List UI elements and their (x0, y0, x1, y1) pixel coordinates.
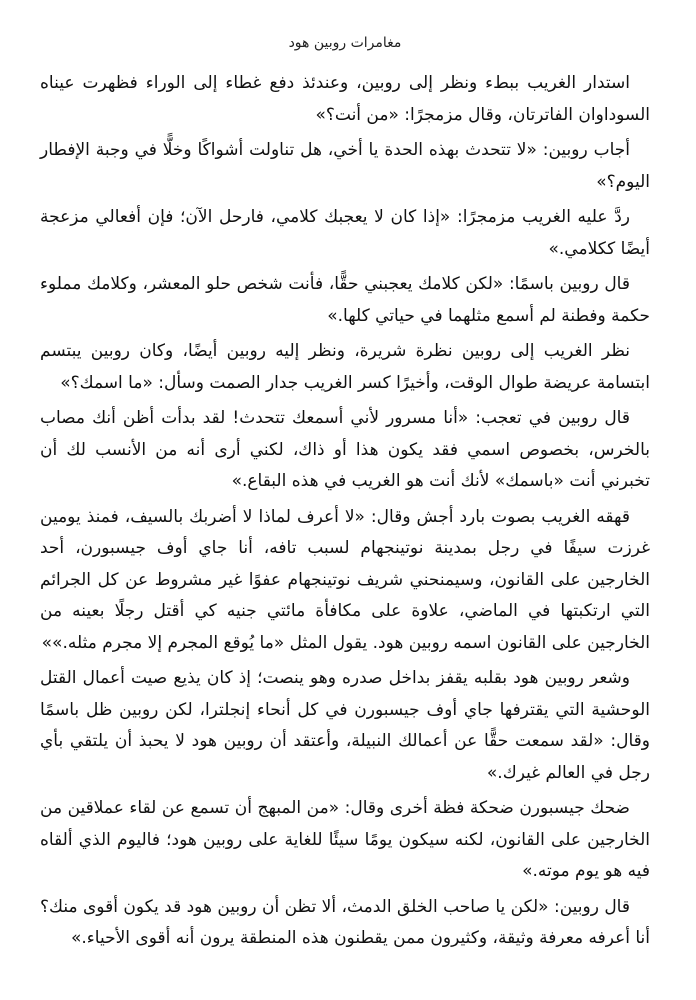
paragraph: قهقه الغريب بصوت بارد أجش وقال: «لا أعرف لماذا لا أضربك بالسيف، فمنذ يومين غرزت سيفًا في رجل بمدينة نوتينجهام لسبب تافه، أنا جاي أوف جيسبورن، أحد الخارجين على القانون، وسيمنحني شريف نوتينجهام عفوًا غير مشروط عن كل الجرائم التي ارتكبتها في الماضي، علاوة على مكافأة مائتي جنيه كي أقتل رجلًا بعينه من الخارجين على القانون اسمه روبين هود. يقول المثل «ما يُوقع المجرم إلا مجرم مثله.»» (40, 506, 650, 653)
paragraph: وشعر روبين هود بقلبه يقفز بداخل صدره وهو ينصت؛ إذ كان يذيع صيت أعمال القتل الوحشية التي يقترفها جاي أوف جيسبورن في كل أنحاء إنجلترا، لكن روبين ظل باسمًا وقال: «لقد سمعت حقًّا عن أعمالك النبيلة، وأعتقد أن روبين هود لا يحبذ أن يلتقي بأي رجل في العالم غيرك.» (40, 668, 650, 783)
paragraph: قال روبين في تعجب: «أنا مسرور لأني أسمعك تتحدث! لقد بدأت أظن أنك مصاب بالخرس، بخصوص اسمي فقد يكون هذا أو ذاك، لكني أرى أنه من الأنسب لك أن تخبرني أنت «باسمك» لأنك أنت هو الغريب في هذه البقاع.» (40, 408, 650, 491)
paragraph: ردَّ عليه الغريب مزمجرًا: «إذا كان لا يعجبك كلامي، فارحل الآن؛ فإن أفعالي مزعجة أيضًا ككلامي.» (40, 207, 650, 259)
paragraph: ضحك جيسبورن ضحكة فظة أخرى وقال: «من المبهج أن تسمع عن لقاء عملاقين من الخارجين على القانون، لكنه سيكون يومًا سيئًا للغاية على روبين هود؛ فاليوم الذي ألقاه فيه هو يوم موته.» (40, 798, 650, 881)
body-text (40, 68, 650, 955)
page-title: مغامرات روبين هود (288, 35, 402, 51)
paragraph: قال روبين: «لكن يا صاحب الخلق الدمث، ألا تظن أن روبين هود قد يكون أقوى منك؟ أنا أعرفه معرفة وثيقة، وكثيرون ممن يقطنون هذه المنطقة يرون أنه أقوى الأحياء.» (40, 896, 650, 948)
paragraph: نظر الغريب إلى روبين نظرة شريرة، ونظر إليه روبين أيضًا، وكان روبين يبتسم ابتسامة عريضة طوال الوقت، وأخيرًا كسر الغريب جدار الصمت وسأل: «ما اسمك؟» (40, 341, 650, 393)
paragraph: استدار الغريب ببطء ونظر إلى روبين، وعندئذ دفع غطاء إلى الوراء فظهرت عيناه السوداوان الفاترتان، وقال مزمجرًا: «من أنت؟» (40, 73, 650, 125)
paragraph: أجاب روبين: «لا تتحدث بهذه الحدة يا أخي، هل تناولت أشواكًا وخلًّا في وجبة الإفطار اليوم؟» (40, 140, 650, 192)
paragraph: قال روبين باسمًا: «لكن كلامك يعجبني حقًّا، فأنت شخص حلو المعشر، وكلامك مملوء حكمة وفطنة لم أسمع مثلهما في حياتي كلها.» (40, 274, 650, 326)
